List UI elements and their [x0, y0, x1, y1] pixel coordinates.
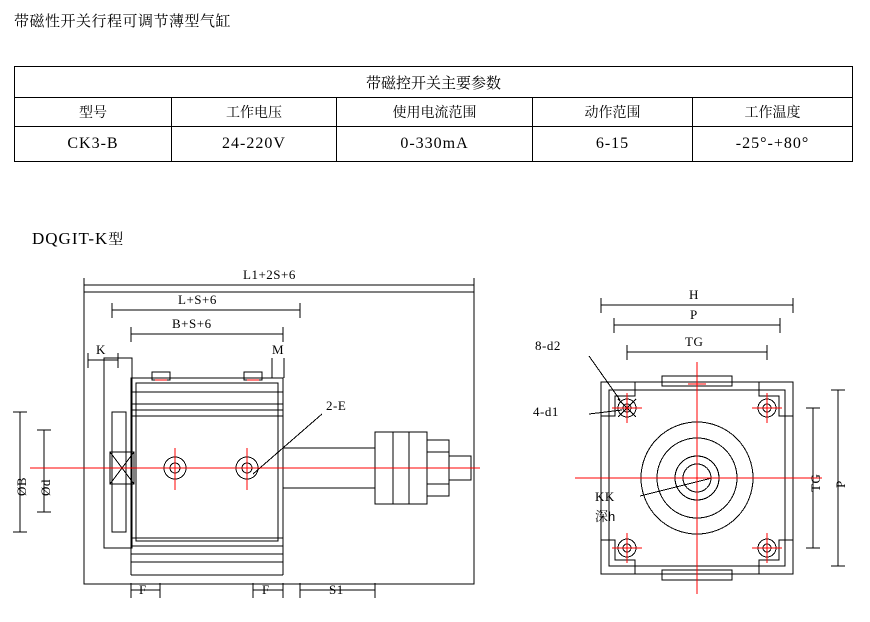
spec-header-voltage: 工作电压 [172, 98, 337, 127]
drawing-model-label [32, 228, 124, 249]
dim-p-right: P [833, 480, 848, 488]
dim-p-top: P [690, 307, 698, 322]
table-row-header [15, 98, 853, 127]
spec-value-action-range: 6-15 [533, 127, 693, 162]
dim-l-s-6: L+S+6 [178, 292, 217, 307]
table-row-caption [15, 67, 853, 98]
dim-l1-2s-6: L1+2S+6 [243, 267, 296, 282]
dim-kk: KK [595, 489, 615, 504]
spec-value-temperature: -25°-+80° [693, 127, 853, 162]
dim-f-left: F [139, 582, 147, 597]
table-row [15, 127, 853, 162]
drawing-model-code: DQGIT-K [32, 229, 109, 248]
spec-value-current: 0-330mA [337, 127, 533, 162]
dim-f-right: F [262, 582, 270, 597]
dim-ob: ØB [14, 476, 29, 496]
dim-b-s-6: B+S+6 [172, 316, 212, 331]
spec-table-caption: 带磁控开关主要参数 [15, 67, 853, 98]
dim-depth-h: 深h [595, 509, 616, 524]
spec-value-model: CK3-B [15, 127, 172, 162]
spec-table [14, 66, 853, 162]
spec-header-model: 型号 [15, 98, 172, 127]
spec-value-voltage: 24-220V [172, 127, 337, 162]
dim-2-e: 2-E [326, 398, 347, 413]
dim-4-d1: 4-d1 [533, 404, 559, 419]
dim-tg-top: TG [685, 334, 704, 349]
dim-h: H [689, 287, 699, 302]
dim-od: Ød [38, 479, 53, 496]
spec-header-action-range: 动作范围 [533, 98, 693, 127]
dim-k: K [96, 342, 106, 357]
spec-header-current: 使用电流范围 [337, 98, 533, 127]
dim-tg-right: TG [808, 473, 823, 492]
dim-8-d2: 8-d2 [535, 338, 561, 353]
spec-header-temperature: 工作温度 [693, 98, 853, 127]
drawing-model-suffix: 型 [108, 231, 124, 248]
page-title: 带磁性开关行程可调节薄型气缸 [14, 13, 232, 30]
dim-m: M [272, 342, 285, 357]
dim-s1: S1 [329, 582, 344, 597]
